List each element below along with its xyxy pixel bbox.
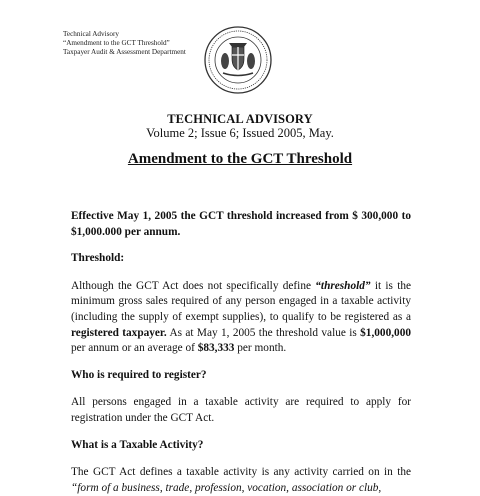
header-line-advisory: Technical Advisory [63,30,119,38]
taxable-text-1: The GCT Act defines a taxable activity is any activity carried on in the [71,466,411,479]
section-heading-register: Who is required to register? [71,368,207,381]
threshold-monthly-value: $83,333 [197,342,235,355]
document-body [71,209,411,496]
taxable-activity-paragraph [71,465,411,496]
header-line-department: Taxpayer Audit & Assessment Department [63,47,186,56]
threshold-text-4: per annum or an average of [71,342,198,355]
threshold-text-5: per month. [234,342,287,355]
advisory-volume-line: Volume 2; Issue 6; Issued 2005, May. [146,126,334,140]
section-heading-threshold: Threshold: [71,252,125,265]
coat-of-arms-seal-icon [203,25,273,95]
register-paragraph: All persons engaged in a taxable activity are required to apply for registration under the GCT Act. [71,396,411,424]
lead-paragraph: Effective May 1, 2005 the GCT threshold increased from $ 300,000 to $1,000.000 per annum. [71,210,411,238]
advisory-title: TECHNICAL ADVISORY [167,112,313,126]
threshold-term: “threshold” [315,279,371,292]
threshold-annual-value: $1,000,000 [360,326,411,339]
threshold-text-1: Although the GCT Act does not specifically define [71,279,316,292]
threshold-paragraph [71,279,411,357]
threshold-text-3: As at May 1, 2005 the threshold value is [166,326,361,339]
registered-taxpayer-term: registered taxpayer. [71,326,167,339]
taxable-quote: “form of a business, trade, profession, vocation, association or club, [71,481,382,494]
section-heading-taxable-activity: What is a Taxable Activity? [71,438,204,451]
header-line-subject: “Amendment to the GCT Threshold” [63,38,170,47]
document-title: Amendment to the GCT Threshold [127,151,353,167]
document-header-meta [63,30,186,56]
threshold-text-2: it is the minimum gross sales required of any person engaged in a taxable activity (including the supply of exempt supplies), to qualify to be registered as a [71,279,411,323]
